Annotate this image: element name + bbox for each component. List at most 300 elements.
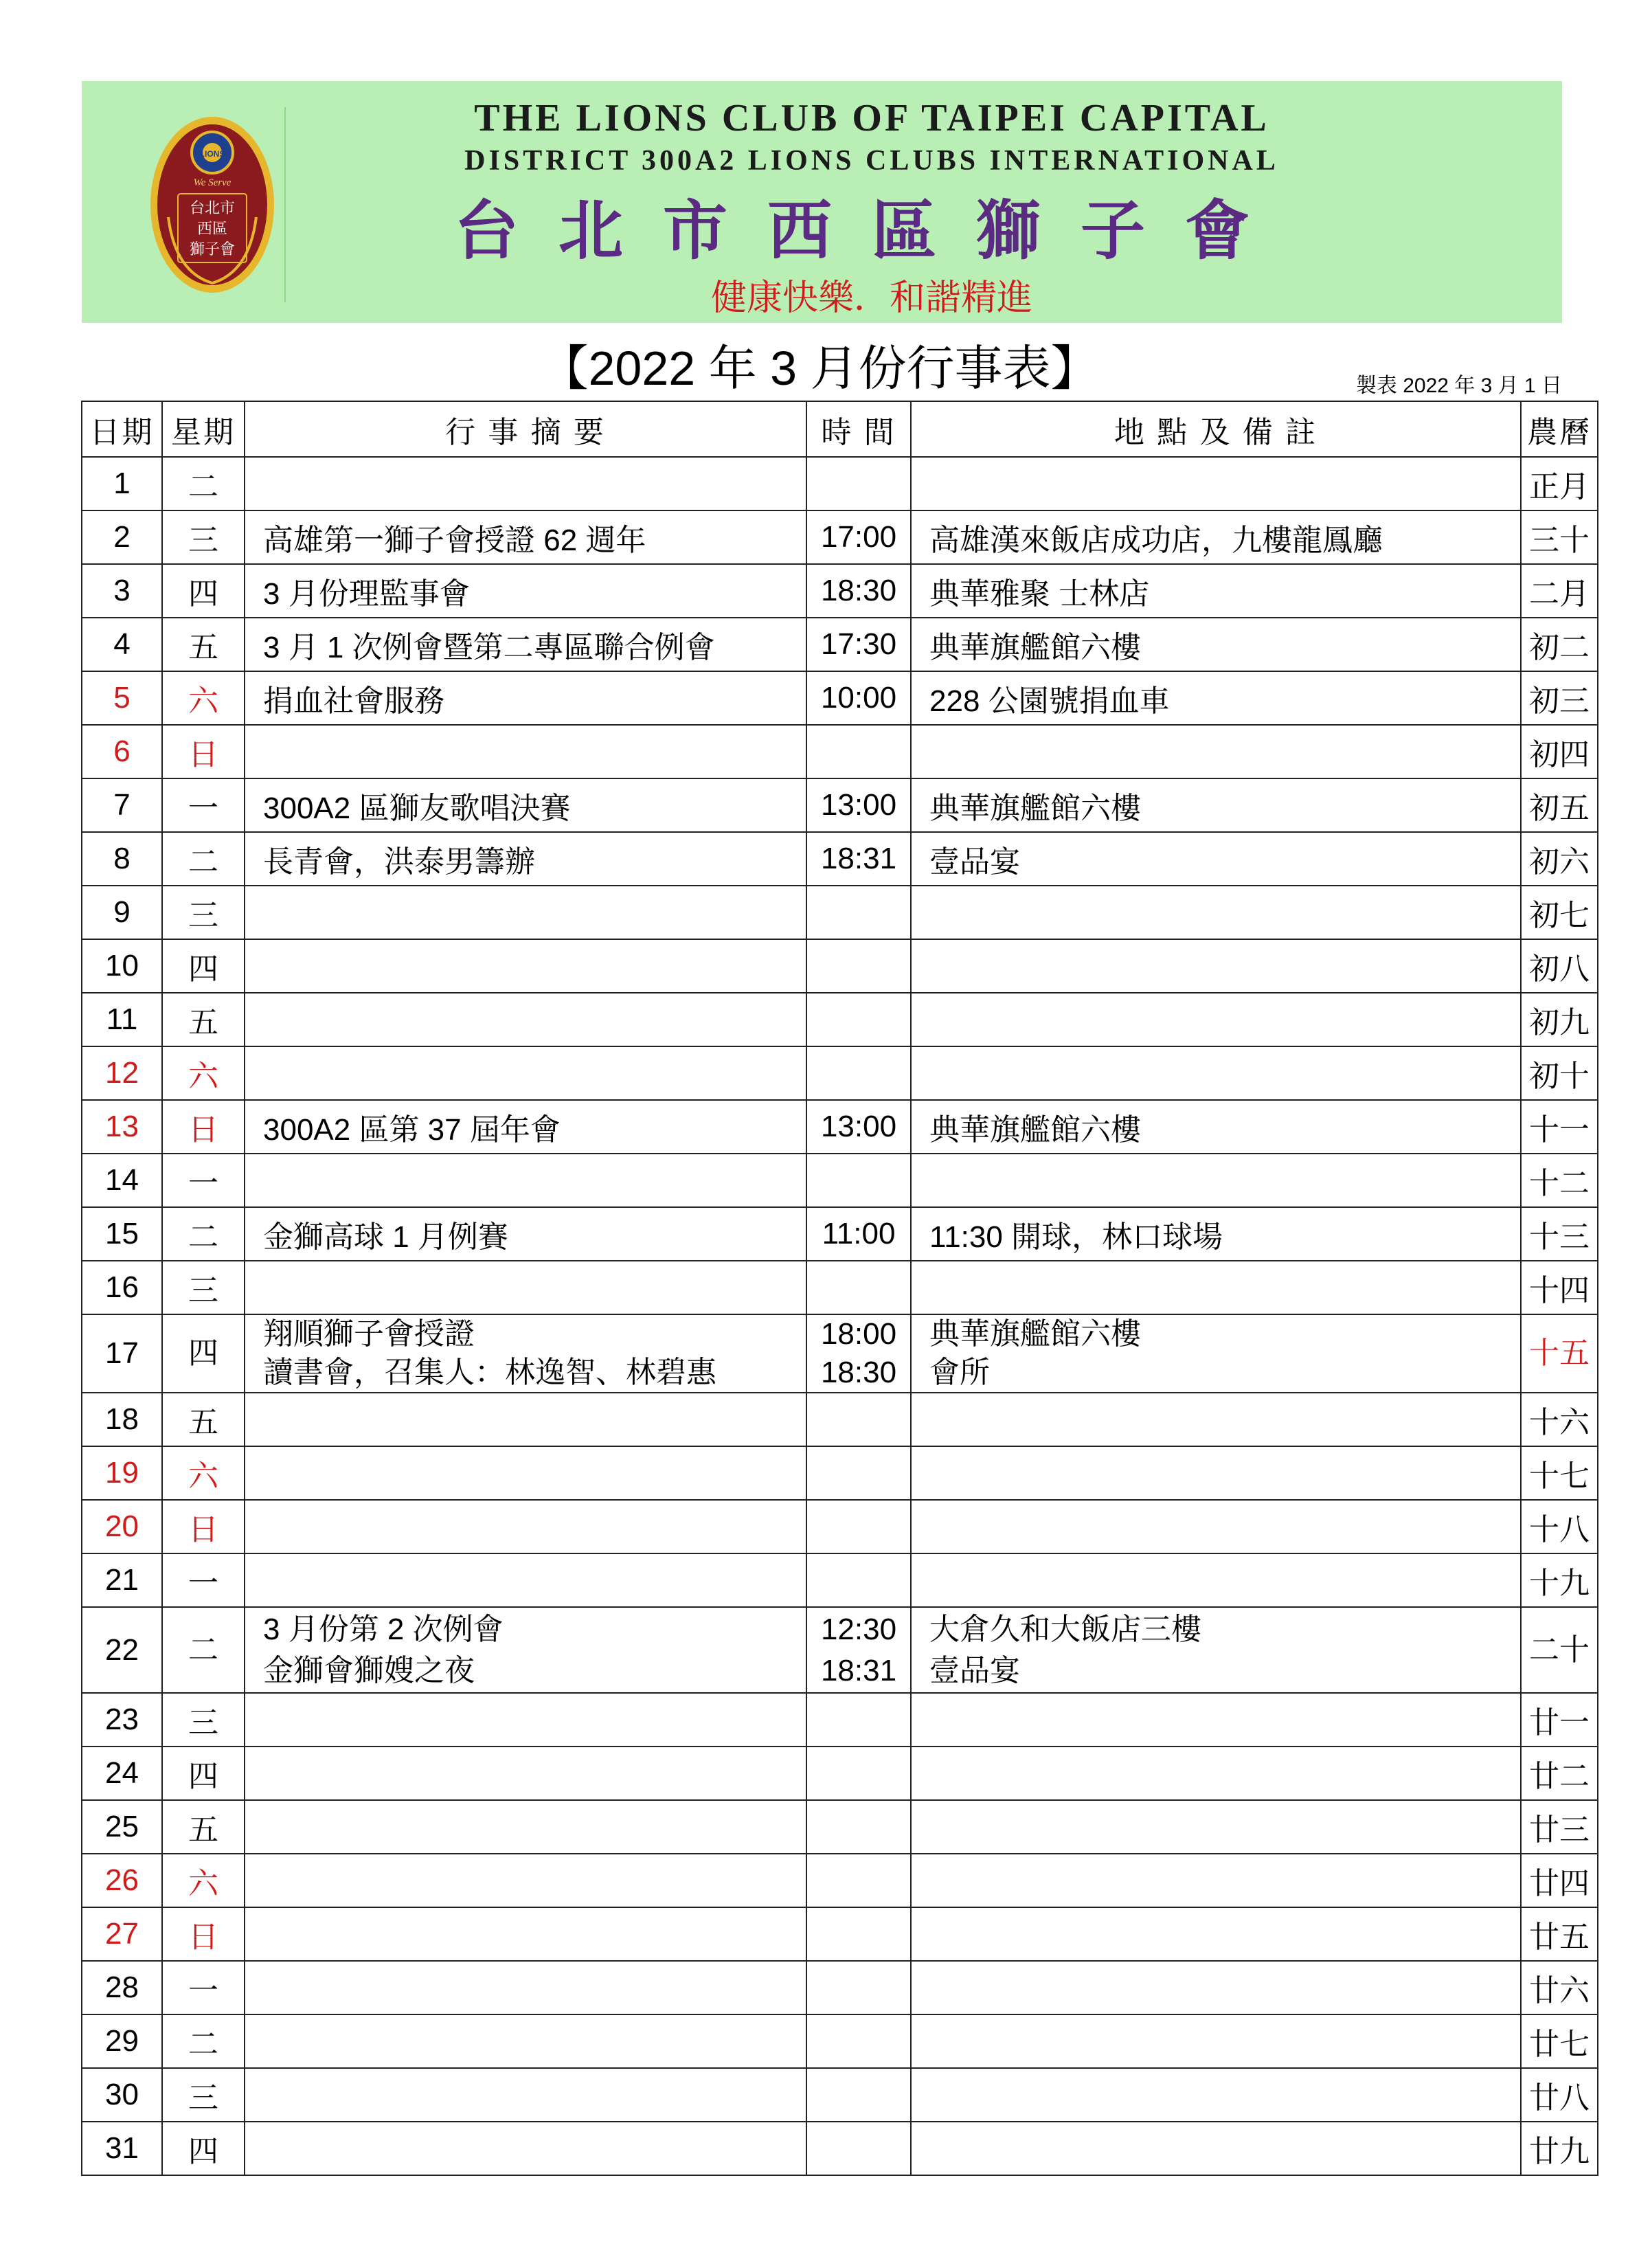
cell-location (911, 832, 1521, 886)
cell-event (245, 2014, 806, 2068)
cell-time (806, 993, 911, 1046)
cell-weekday-text: 二 (188, 1220, 218, 1254)
cell-time (806, 725, 911, 778)
cell-lunar-text: 廿一 (1529, 1706, 1590, 1740)
cell-weekday (162, 778, 245, 832)
cell-time (806, 1207, 911, 1261)
cell-time (806, 1693, 911, 1747)
cell-location-text: 典華旗艦館六樓 (929, 791, 1141, 825)
cell-lunar (1521, 2068, 1598, 2122)
cell-location (911, 2122, 1521, 2175)
cell-lunar (1521, 832, 1598, 886)
cell-lunar (1521, 1500, 1598, 1553)
cell-weekday-text: 三 (188, 2081, 218, 2115)
cell-date (82, 1854, 162, 1907)
cell-event-text: 金獅會獅嫂之夜 (263, 1653, 475, 1687)
header-location: 地 點 及 備 註 (911, 401, 1521, 457)
cell-event (245, 1046, 806, 1100)
header-time: 時 間 (806, 401, 911, 457)
cell-weekday (162, 725, 245, 778)
cell-location-text: 典華旗艦館六樓 (929, 631, 1141, 664)
cell-location (911, 1747, 1521, 1800)
cell-date-text: 29 (105, 2024, 139, 2058)
cell-date (82, 1100, 162, 1154)
schedule-table (81, 401, 1598, 2176)
cell-date-text: 17 (105, 1336, 139, 1370)
cell-lunar (1521, 939, 1598, 993)
cell-weekday-text: 三 (188, 1274, 218, 1307)
table-row (82, 2122, 1598, 2175)
cell-lunar (1521, 1747, 1598, 1800)
header-divider (284, 107, 286, 302)
club-motto: 健康快樂．和諧精進 (710, 278, 1032, 318)
cell-event (245, 1261, 806, 1314)
cell-lunar (1521, 1046, 1598, 1100)
cell-location (911, 618, 1521, 671)
cell-location (911, 993, 1521, 1046)
cell-event (245, 2068, 806, 2122)
schedule-title: 【2022 年 3 月份行事表】 (540, 341, 1099, 395)
cell-time-text: 18:30 (820, 1356, 897, 1389)
cell-lunar (1521, 1961, 1598, 2014)
table-row (82, 1607, 1598, 1693)
cell-location (911, 457, 1521, 510)
cell-location (911, 939, 1521, 993)
cell-location (911, 1500, 1521, 1553)
table-row (82, 1446, 1598, 1500)
cell-event (245, 1907, 806, 1961)
cell-lunar (1521, 2122, 1598, 2175)
cell-weekday-text: 一 (188, 791, 218, 825)
cell-weekday-text: 五 (188, 1813, 218, 1847)
cell-location-text: 高雄漢來飯店成功店，九樓龍鳳廳 (929, 524, 1383, 557)
cell-location-text: 典華旗艦館六樓 (929, 1317, 1141, 1351)
cell-time (806, 510, 911, 564)
cell-lunar (1521, 1393, 1598, 1446)
cell-location-text: 會所 (929, 1356, 990, 1389)
cell-lunar-text: 初六 (1529, 845, 1590, 879)
cell-date (82, 1693, 162, 1747)
cell-lunar (1521, 1693, 1598, 1747)
cell-event (245, 993, 806, 1046)
cell-date-text: 10 (105, 949, 139, 983)
cell-lunar-text: 十四 (1529, 1274, 1590, 1307)
cell-location-text: 典華旗艦館六樓 (929, 1113, 1141, 1147)
table-row (82, 2014, 1598, 2068)
cell-event (245, 1500, 806, 1553)
cell-weekday (162, 1907, 245, 1961)
cell-lunar (1521, 725, 1598, 778)
cell-weekday (162, 1961, 245, 2014)
cell-date-text: 8 (113, 842, 131, 875)
cell-location-text: 典華雅聚 士林店 (929, 577, 1150, 611)
table-row (82, 832, 1598, 886)
cell-event-text: 金獅高球 1 月例賽 (263, 1220, 508, 1254)
cell-date (82, 1046, 162, 1100)
cell-weekday-text: 六 (188, 1867, 218, 1900)
cell-date (82, 618, 162, 671)
cell-event (245, 1314, 806, 1393)
cell-lunar-text: 初七 (1529, 899, 1590, 932)
cell-date-text: 25 (105, 1810, 139, 1843)
cell-time-text: 17:00 (820, 520, 897, 554)
cell-lunar (1521, 1607, 1598, 1693)
header-weekday: 星期 (162, 401, 245, 457)
club-name-chinese: 台北市西區獅子會 (453, 194, 1289, 267)
cell-location (911, 1961, 1521, 2014)
cell-lunar (1521, 510, 1598, 564)
table-row (82, 1961, 1598, 2014)
cell-date-text: 27 (105, 1917, 139, 1951)
cell-time-text: 12:30 (820, 1612, 897, 1646)
header-banner (82, 81, 1562, 323)
svg-text:獅子會: 獅子會 (189, 241, 236, 258)
cell-event (245, 618, 806, 671)
cell-time-text: 18:31 (820, 842, 897, 875)
cell-lunar (1521, 671, 1598, 725)
cell-location (911, 1607, 1521, 1693)
cell-lunar (1521, 1800, 1598, 1854)
cell-weekday-text: 日 (188, 1513, 218, 1547)
cell-weekday-text: 六 (188, 684, 218, 718)
cell-event (245, 1747, 806, 1800)
cell-lunar (1521, 1553, 1598, 1607)
cell-weekday-text: 三 (188, 899, 218, 932)
cell-weekday (162, 993, 245, 1046)
cell-weekday (162, 1100, 245, 1154)
cell-lunar-text: 正月 (1529, 470, 1590, 504)
cell-lunar-text: 廿五 (1529, 1920, 1590, 1954)
cell-date (82, 1553, 162, 1607)
table-row (82, 1907, 1598, 1961)
table-row (82, 618, 1598, 671)
cell-weekday (162, 886, 245, 939)
cell-weekday (162, 1314, 245, 1393)
cell-location (911, 725, 1521, 778)
cell-time (806, 1100, 911, 1154)
cell-weekday (162, 1207, 245, 1261)
cell-lunar-text: 初二 (1529, 631, 1590, 664)
cell-lunar (1521, 1154, 1598, 1207)
cell-time-text: 18:30 (820, 574, 897, 607)
cell-time (806, 1747, 911, 1800)
cell-weekday (162, 2122, 245, 2175)
cell-location-text: 壹品宴 (929, 845, 1020, 879)
table-row (82, 1854, 1598, 1907)
cell-event (245, 1693, 806, 1747)
cell-lunar-text: 初八 (1529, 952, 1590, 986)
cell-date (82, 510, 162, 564)
cell-time-text: 13:00 (820, 788, 897, 822)
cell-event (245, 939, 806, 993)
cell-lunar (1521, 2014, 1598, 2068)
cell-weekday-text: 五 (188, 631, 218, 664)
cell-weekday-text: 二 (188, 1632, 218, 1667)
cell-event (245, 778, 806, 832)
cell-time-text: 11:00 (822, 1217, 896, 1250)
cell-event (245, 510, 806, 564)
cell-date (82, 1207, 162, 1261)
cell-lunar (1521, 1100, 1598, 1154)
cell-event (245, 1393, 806, 1446)
cell-lunar (1521, 1261, 1598, 1314)
cell-lunar (1521, 564, 1598, 618)
cell-date (82, 886, 162, 939)
cell-date (82, 1393, 162, 1446)
cell-date (82, 1907, 162, 1961)
cell-weekday (162, 1607, 245, 1693)
cell-date (82, 1314, 162, 1393)
cell-location-text: 壹品宴 (929, 1653, 1020, 1687)
cell-location (911, 1154, 1521, 1207)
cell-weekday-text: 日 (188, 738, 218, 772)
cell-time (806, 1393, 911, 1446)
cell-event-text: 3 月份第 2 次例會 (263, 1612, 504, 1646)
cell-lunar (1521, 1314, 1598, 1393)
table-row (82, 510, 1598, 564)
cell-location (911, 1854, 1521, 1907)
cell-date (82, 778, 162, 832)
cell-location (911, 1693, 1521, 1747)
cell-location (911, 1046, 1521, 1100)
table-row (82, 1747, 1598, 1800)
table-row (82, 1207, 1598, 1261)
cell-weekday-text: 四 (188, 577, 218, 611)
cell-location (911, 564, 1521, 618)
cell-lunar-text: 廿六 (1529, 1974, 1590, 2008)
cell-date-text: 7 (113, 788, 131, 822)
cell-location (911, 2068, 1521, 2122)
cell-lunar-text: 二十 (1529, 1632, 1590, 1667)
table-row (82, 1693, 1598, 1747)
cell-date-text: 20 (105, 1509, 139, 1543)
cell-event (245, 1154, 806, 1207)
cell-event-text: 300A2 區獅友歌唱決賽 (263, 791, 571, 825)
cell-date (82, 2014, 162, 2068)
cell-event-text: 3 月 1 次例會暨第二專區聯合例會 (263, 631, 715, 664)
district-name: DISTRICT 300A2 LIONS CLUBS INTERNATIONAL (464, 145, 1279, 177)
cell-lunar-text: 初三 (1529, 684, 1590, 718)
cell-date-text: 28 (105, 1971, 139, 2004)
cell-location (911, 886, 1521, 939)
cell-weekday-text: 二 (188, 845, 218, 879)
table-row (82, 1800, 1598, 1854)
cell-lunar-text: 三十 (1529, 524, 1590, 557)
cell-time-text: 13:00 (820, 1110, 897, 1143)
cell-location (911, 1907, 1521, 1961)
cell-weekday-text: 一 (188, 1974, 218, 2008)
cell-weekday-text: 四 (188, 952, 218, 986)
cell-location (911, 1553, 1521, 1607)
cell-date-text: 14 (105, 1163, 139, 1197)
cell-weekday-text: 一 (188, 1567, 218, 1600)
cell-weekday (162, 1747, 245, 1800)
cell-weekday (162, 1800, 245, 1854)
cell-time (806, 1800, 911, 1854)
cell-event-text: 翔順獅子會授證 (263, 1317, 475, 1351)
cell-lunar (1521, 1446, 1598, 1500)
cell-lunar (1521, 1907, 1598, 1961)
table-row (82, 1314, 1598, 1393)
cell-weekday-text: 四 (188, 1336, 218, 1370)
cell-event (245, 671, 806, 725)
cell-date (82, 1446, 162, 1500)
svg-text:We Serve: We Serve (193, 177, 231, 188)
cell-lunar-text: 廿四 (1529, 1867, 1590, 1900)
cell-weekday-text: 日 (188, 1113, 218, 1147)
table-row (82, 778, 1598, 832)
cell-date-text: 9 (113, 895, 131, 929)
table-row (82, 886, 1598, 939)
cell-time (806, 1046, 911, 1100)
cell-lunar-text: 廿九 (1529, 2135, 1590, 2168)
cell-weekday-text: 五 (188, 1406, 218, 1439)
cell-lunar-text: 十一 (1529, 1113, 1590, 1147)
table-row (82, 1553, 1598, 1607)
cell-weekday (162, 2068, 245, 2122)
table-row (82, 725, 1598, 778)
cell-time-text: 18:31 (820, 1653, 897, 1687)
svg-text:LIONS: LIONS (199, 149, 225, 159)
cell-lunar-text: 廿三 (1529, 1813, 1590, 1847)
cell-date (82, 1961, 162, 2014)
cell-time (806, 1500, 911, 1553)
cell-date-text: 3 (113, 574, 131, 607)
cell-location (911, 2014, 1521, 2068)
cell-date-text: 12 (105, 1056, 139, 1090)
table-row (82, 2068, 1598, 2122)
header-date: 日期 (82, 401, 162, 457)
cell-lunar (1521, 1207, 1598, 1261)
cell-date-text: 22 (105, 1632, 139, 1667)
cell-weekday (162, 1261, 245, 1314)
cell-date-text: 24 (105, 1756, 139, 1790)
cell-date-text: 4 (113, 627, 131, 661)
cell-lunar-text: 廿八 (1529, 2081, 1590, 2115)
cell-time (806, 671, 911, 725)
cell-weekday (162, 671, 245, 725)
cell-time (806, 1907, 911, 1961)
cell-event (245, 1854, 806, 1907)
cell-time (806, 832, 911, 886)
cell-lunar-text: 十七 (1529, 1459, 1590, 1493)
table-row (82, 1100, 1598, 1154)
cell-event-text: 讀書會，召集人：林逸智、林碧惠 (263, 1356, 716, 1389)
cell-time-text: 10:00 (820, 681, 897, 715)
cell-lunar-text: 十三 (1529, 1220, 1590, 1254)
cell-time-text: 17:30 (820, 627, 897, 661)
made-date: 製表 2022 年 3 月 1 日 (1355, 374, 1562, 397)
cell-weekday-text: 六 (188, 1059, 218, 1093)
cell-lunar (1521, 993, 1598, 1046)
cell-date (82, 564, 162, 618)
cell-event (245, 886, 806, 939)
table-body (82, 457, 1598, 2175)
cell-weekday-text: 五 (188, 1006, 218, 1040)
cell-date (82, 1800, 162, 1854)
cell-event-text: 高雄第一獅子會授證 62 週年 (263, 524, 646, 557)
cell-weekday-text: 二 (188, 2028, 218, 2061)
cell-time (806, 2068, 911, 2122)
cell-lunar (1521, 886, 1598, 939)
svg-text:台北市: 台北市 (189, 200, 236, 217)
cell-event (245, 1207, 806, 1261)
cell-weekday-text: 四 (188, 2135, 218, 2168)
cell-date-text: 18 (105, 1402, 139, 1436)
cell-time (806, 564, 911, 618)
svg-text:西區: 西區 (196, 221, 228, 238)
cell-time (806, 1854, 911, 1907)
cell-lunar-text: 二月 (1529, 577, 1590, 611)
header-event: 行 事 摘 要 (245, 401, 806, 457)
cell-location-text: 11:30 開球，林口球場 (929, 1220, 1223, 1254)
cell-lunar-text: 廿二 (1529, 1760, 1590, 1793)
cell-location (911, 1314, 1521, 1393)
cell-event (245, 1961, 806, 2014)
cell-event (245, 1446, 806, 1500)
cell-weekday (162, 510, 245, 564)
cell-location (911, 1261, 1521, 1314)
cell-weekday (162, 618, 245, 671)
cell-lunar-text: 十九 (1529, 1567, 1590, 1600)
header-lunar: 農曆 (1521, 401, 1598, 457)
cell-event-text: 300A2 區第 37 屆年會 (263, 1113, 561, 1147)
table-row (82, 1046, 1598, 1100)
cell-date-text: 1 (113, 467, 131, 500)
cell-date-text: 19 (105, 1456, 139, 1490)
cell-weekday (162, 564, 245, 618)
cell-event (245, 1607, 806, 1693)
cell-weekday (162, 1500, 245, 1553)
cell-time (806, 457, 911, 510)
table-row (82, 564, 1598, 618)
cell-weekday (162, 1693, 245, 1747)
cell-location (911, 1393, 1521, 1446)
cell-time (806, 1961, 911, 2014)
cell-weekday (162, 457, 245, 510)
cell-event (245, 1100, 806, 1154)
cell-event (245, 725, 806, 778)
cell-date-text: 13 (105, 1110, 139, 1143)
cell-time (806, 886, 911, 939)
cell-location (911, 778, 1521, 832)
cell-date (82, 939, 162, 993)
cell-location (911, 671, 1521, 725)
cell-event-text: 3 月份理監事會 (263, 577, 470, 611)
table-header-row (82, 401, 1598, 457)
cell-date-text: 16 (105, 1270, 139, 1304)
cell-lunar-text: 十六 (1529, 1406, 1590, 1439)
cell-location (911, 510, 1521, 564)
cell-date-text: 6 (113, 734, 131, 768)
cell-time (806, 1314, 911, 1393)
cell-weekday (162, 1154, 245, 1207)
cell-weekday (162, 1553, 245, 1607)
cell-date (82, 457, 162, 510)
cell-lunar-text: 初四 (1529, 738, 1590, 772)
cell-lunar (1521, 618, 1598, 671)
cell-weekday (162, 1446, 245, 1500)
table-row (82, 1393, 1598, 1446)
cell-date-text: 21 (105, 1563, 139, 1597)
cell-weekday-text: 三 (188, 1706, 218, 1740)
cell-date-text: 30 (105, 2078, 139, 2111)
cell-weekday-text: 四 (188, 1760, 218, 1793)
cell-time (806, 1261, 911, 1314)
cell-date (82, 1747, 162, 1800)
cell-event (245, 1553, 806, 1607)
cell-time-text: 18:00 (820, 1317, 897, 1351)
